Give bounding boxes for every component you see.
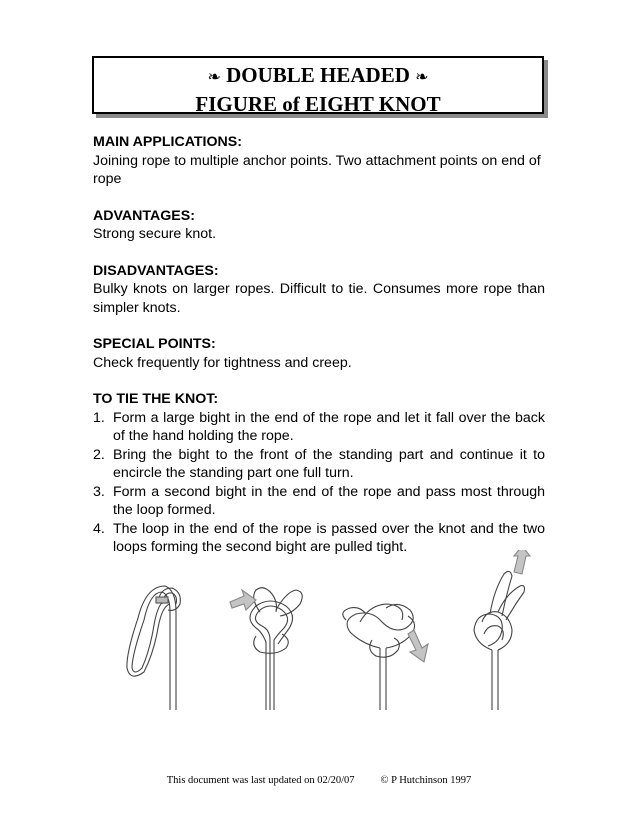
step-number: 3. <box>93 483 105 500</box>
section-heading: DISADVANTAGES: <box>93 262 219 279</box>
list-item <box>93 446 545 483</box>
step-text: Form a large bight in the end of the rope and let it fall over the back of the hand holding the rope. <box>113 409 545 444</box>
copyright-text: © P Hutchinson 1997 <box>380 775 472 786</box>
footer <box>0 775 638 786</box>
step-text: Form a second bight in the end of the rope and pass most through the loop formed. <box>113 483 545 518</box>
step-number: 2. <box>93 446 105 463</box>
finished-knot-icon <box>474 550 530 710</box>
section-main-applications <box>93 133 545 189</box>
rope-second-bight-icon <box>343 604 428 710</box>
section-special-points <box>93 335 545 372</box>
last-updated-text: This document was last updated on 02/20/07 <box>166 775 355 786</box>
step-text: The loop in the end of the rope is passed over the knot and the two loops forming the second bight are pulled tight. <box>113 520 545 555</box>
section-disadvantages <box>93 262 545 318</box>
section-advantages <box>93 207 545 244</box>
section-heading: ADVANTAGES: <box>93 207 195 224</box>
title-line-2: FIGURE of EIGHT KNOT <box>195 92 441 116</box>
title-text-1: DOUBLE HEADED <box>226 63 410 87</box>
list-item <box>93 483 545 520</box>
title-line-1 <box>94 62 542 91</box>
section-text: Check frequently for tightness and creep. <box>93 354 352 371</box>
knot-illustrations <box>110 550 550 710</box>
step-number: 4. <box>93 520 105 537</box>
section-heading: SPECIAL POINTS: <box>93 336 216 352</box>
step-number: 1. <box>93 409 105 426</box>
section-text: Joining rope to multiple anchor points. Two attachment points on end of rope <box>93 152 541 187</box>
rope-wrap-icon <box>230 588 302 710</box>
list-item <box>93 409 545 446</box>
section-heading: MAIN APPLICATIONS: <box>93 134 242 150</box>
right-ornament-icon: ❧ <box>415 69 429 86</box>
section-text: Strong secure knot. <box>93 226 217 242</box>
rope-bight-icon <box>127 586 180 710</box>
document-body <box>93 133 545 575</box>
title-box <box>92 56 544 114</box>
step-text: Bring the bight to the front of the standing part and continue it to encircle the standing part one full turn. <box>113 446 545 481</box>
section-to-tie <box>93 390 545 557</box>
left-ornament-icon: ❧ <box>207 69 221 86</box>
steps-list <box>93 409 545 557</box>
section-heading: TO TIE THE KNOT: <box>93 391 219 407</box>
section-text: Bulky knots on larger ropes. Difficult to tie. Consumes more rope than simpler knots. <box>93 281 545 316</box>
